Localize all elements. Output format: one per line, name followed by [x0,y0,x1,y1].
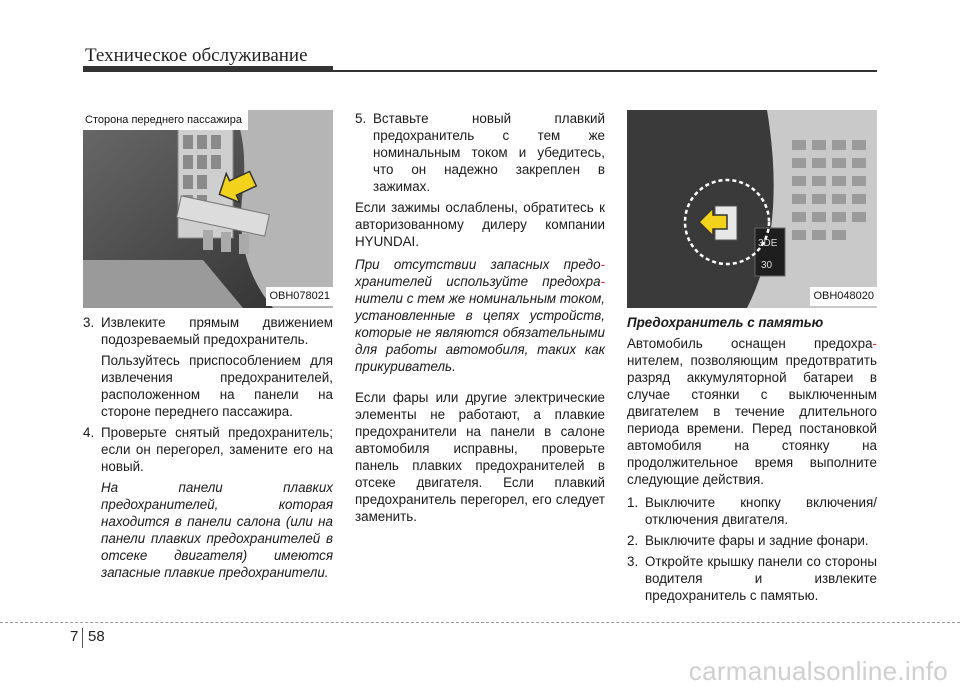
chapter-number: 7 [70,628,79,645]
step-text: Выключите кнопку включения/отключения двигателя. [645,495,877,527]
fuse-marking-1: 3DE [758,238,778,249]
column-left [83,110,333,585]
watermark: carmanualsonline.info [688,656,948,686]
header-bar [83,66,333,72]
step-text: Выключите фары и задние фонари. [645,533,869,548]
step-3-detail: Пользуйтесь приспособлением для извлечения предохранителей, расположенном на панели на стороне переднего пассажира. [101,353,333,419]
step-text: Извлеките прямым движением подозреваемый предохранитель. [101,315,333,347]
memory-step-3 [627,553,877,604]
step-number: 2. [627,533,639,548]
engine-fuse-paragraph: Если фары или другие электрические элементы не работают, а плавкие предохранители на панели в салоне автомобиля исправны, проверьте панель плавких предохранителей в отсеке двигателя. Если плавкий предохранитель перегорел, его следует заменить. [355,390,605,524]
hyphen: - [600,274,605,289]
fuse-marking-2: 30 [761,260,773,271]
memory-fuse-intro: Автомобиль оснащен предохра- нителем, позволяющим предотвратить разряд аккумуляторной батареи в случае стоянки с выключенным двигателем в течение длительного периода времени. Перед постановкой автомобиля на стоянку на продолжительное время выполните следующие действия. [627,336,877,487]
step-text: Проверьте снятый предохранитель; если он перегорел, замените его на новый. [101,425,333,474]
photo-code: OBH078021 [266,287,333,306]
step-number: 1. [627,495,639,510]
page-number: 58 [88,628,105,645]
step-number: 4. [83,425,95,440]
step-number: 3. [627,554,639,569]
spare-fuse-note: На панели плавких предохранителей, которая находится в панели салона (или на панели плавких предохранителей в отсеке двигателя) имеются запасные плавкие предохранители. [101,480,333,580]
step-4 [83,424,333,475]
photo-caption: Сторона переднего пассажира [83,110,248,130]
fuse-panel-photo [83,110,333,308]
no-spare-note: При отсутствии запасных предо- хранителей используйте предохра- нители с тем же номинальным током, установленные в цепях устройств, которые не являются обязательными для работы автомобиля, таких как прикуриватель. [355,257,605,374]
step-3 [83,314,333,348]
step-5 [355,110,605,195]
step-text: Вставьте новый плавкий предохранитель с тем же номинальным током и убедитесь, что он надежно закреплен в зажимах. [373,111,605,194]
header-rule [333,70,877,72]
fuse-panel-illustration [83,110,333,308]
hyphen: - [872,336,877,351]
header-title: Техническое обслуживание [85,45,308,66]
loose-clips-paragraph: Если зажимы ослаблены, обратитесь к авторизованному дилеру компании HYUNDAI. [355,200,605,249]
step-number: 5. [355,111,367,126]
photo-code: OBH048020 [810,287,877,306]
column-middle [355,110,605,531]
footer-divider [0,622,960,623]
page-number-divider [82,628,83,648]
memory-fuse-photo [627,110,877,308]
memory-step-1 [627,494,877,528]
column-right [627,110,877,608]
memory-step-2 [627,532,877,549]
memory-fuse-heading: Предохранитель с памятью [627,315,824,330]
hyphen: - [600,257,605,272]
memory-fuse-illustration [627,110,877,308]
step-number: 3. [83,315,95,330]
step-text: Откройте крышку панели со стороны водителя и извлеките предохранитель с памятью. [645,554,877,603]
